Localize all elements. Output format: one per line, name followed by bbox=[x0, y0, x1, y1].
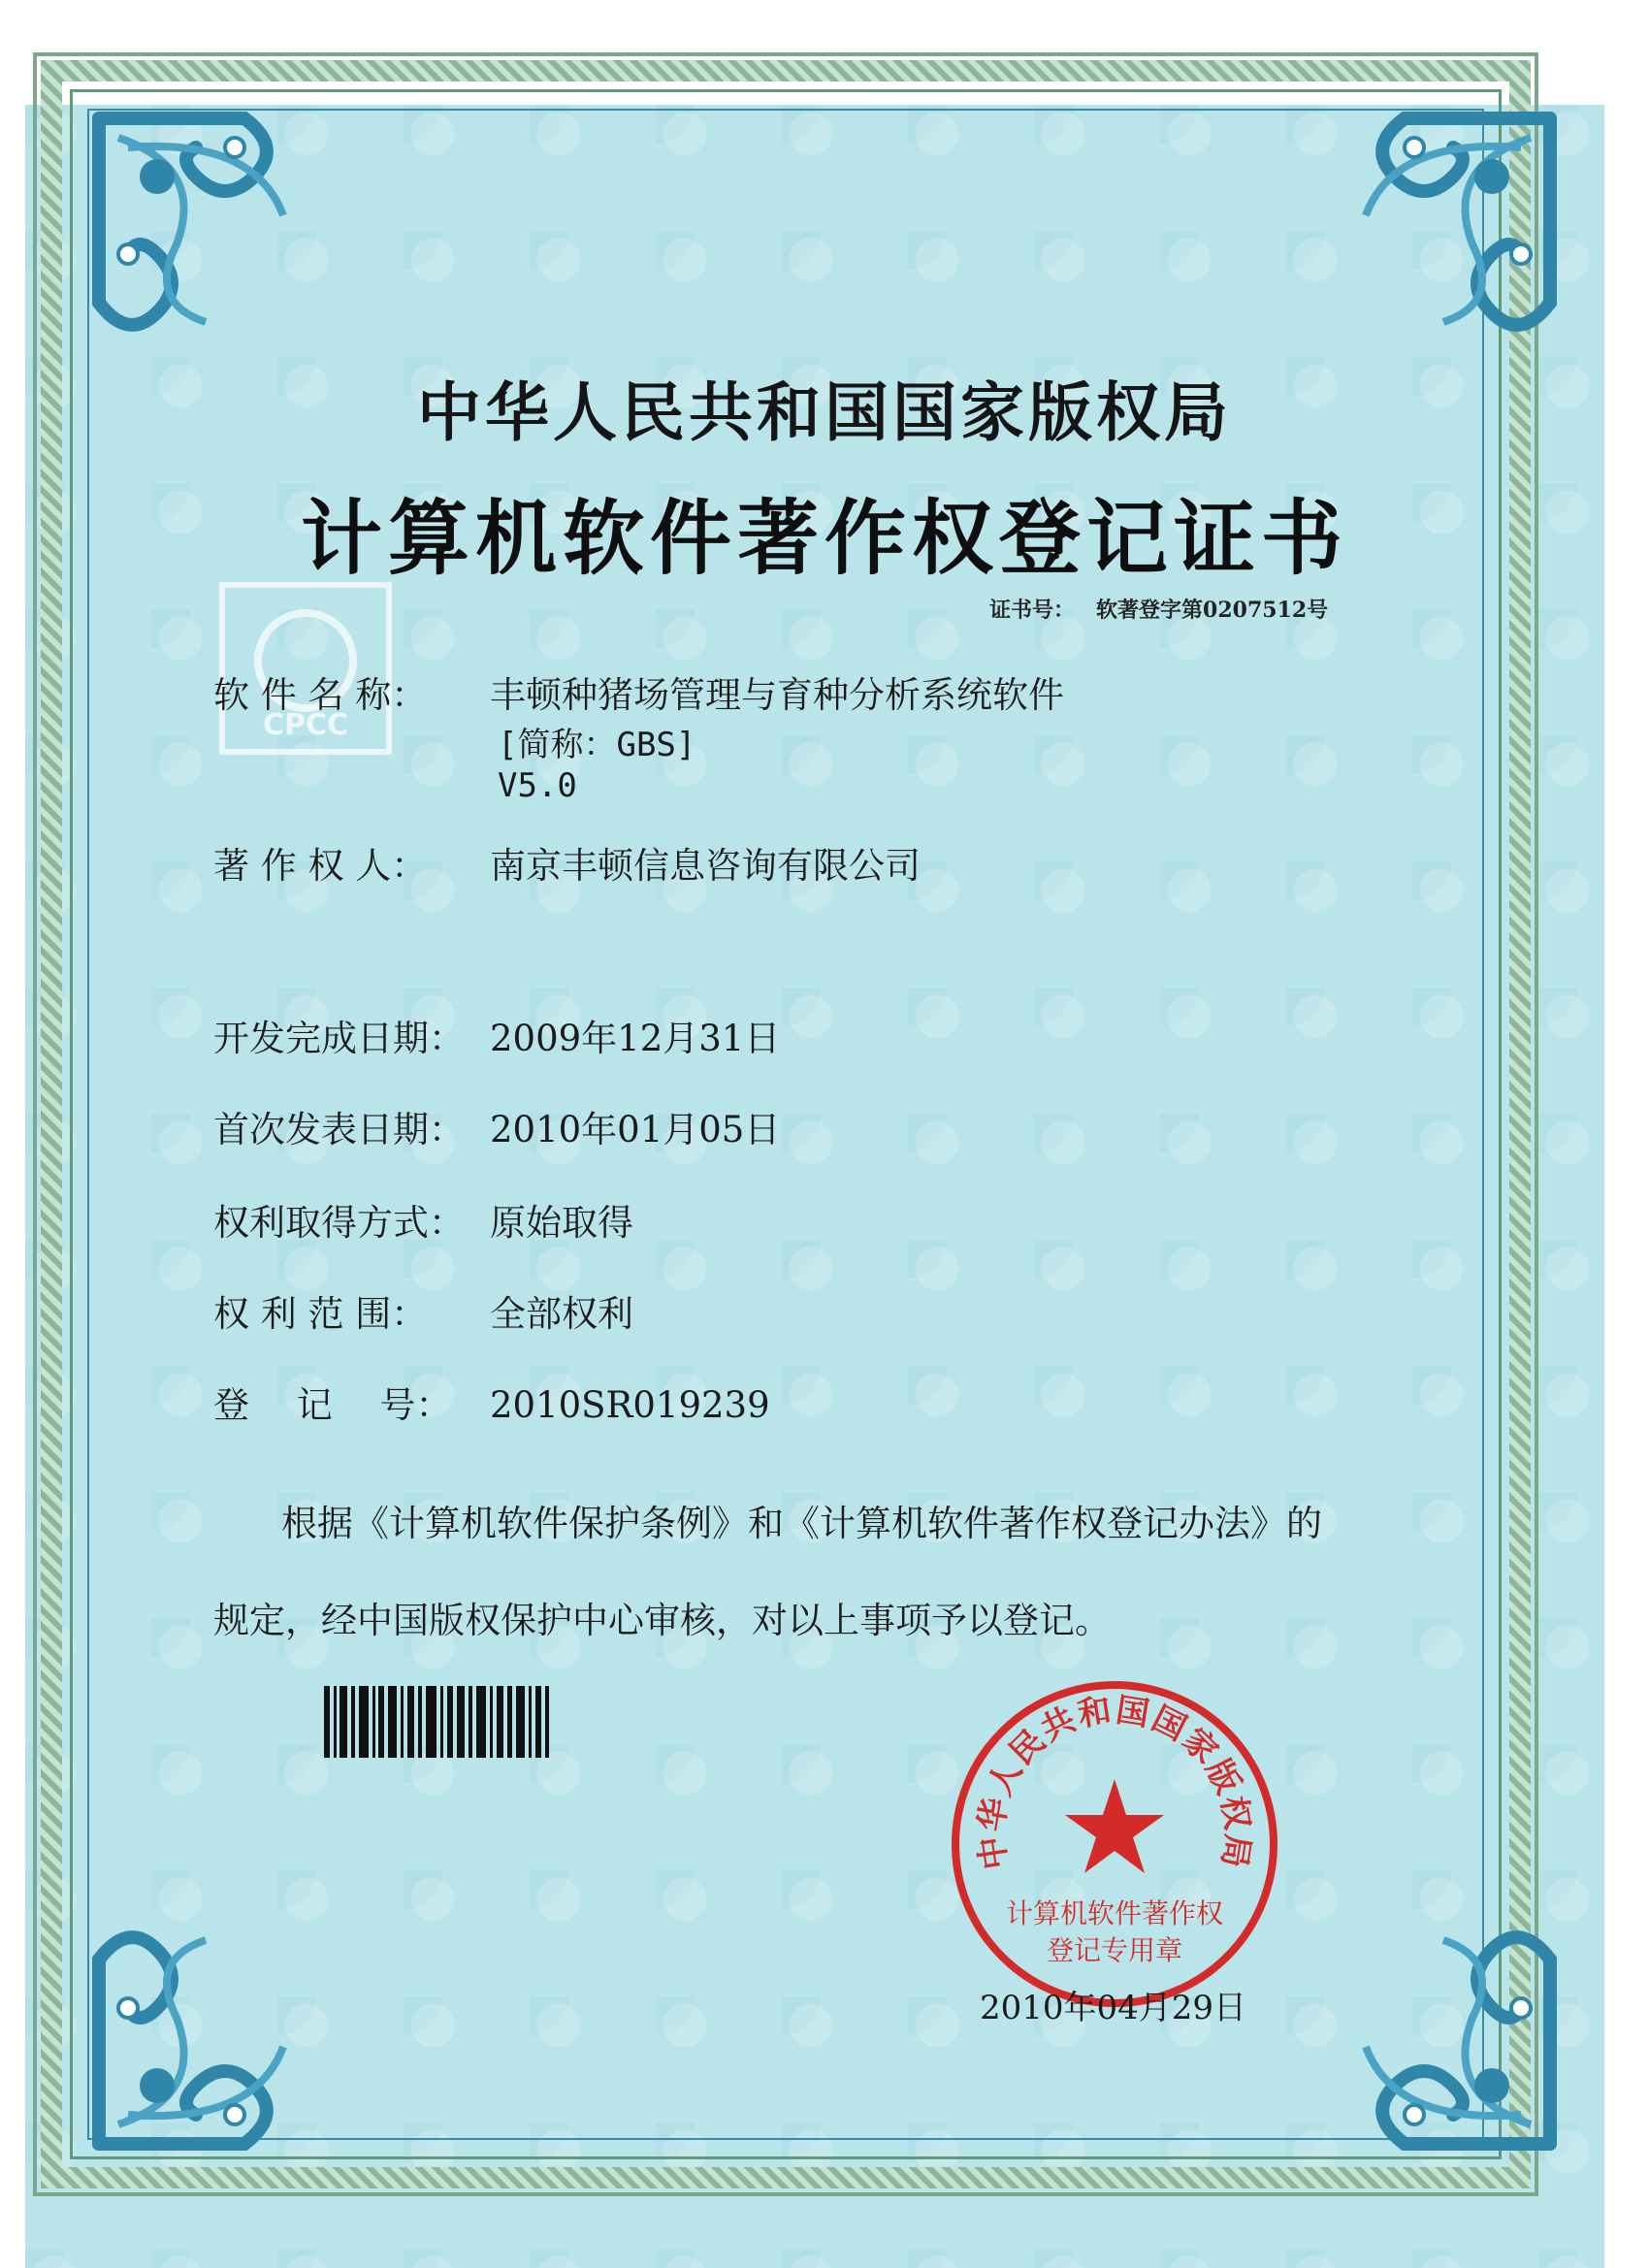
field-label: 软 件 名 称： bbox=[213, 674, 428, 716]
field-software-name bbox=[213, 665, 1064, 718]
field-label: 权 利 范 围： bbox=[213, 1293, 428, 1335]
field-value: 2010SR019239 bbox=[490, 1384, 770, 1426]
logo-text: CPCC bbox=[262, 708, 349, 742]
issuer-title: 中华人民共和国国家版权局 bbox=[417, 374, 1232, 450]
star-icon bbox=[1065, 1779, 1164, 1873]
certificate-number-label: 证书号： bbox=[989, 598, 1076, 623]
field-label: 登 记 号： bbox=[213, 1384, 452, 1426]
field-value: 2010年01月05日 bbox=[490, 1109, 781, 1150]
corner-ornament-bottom-left bbox=[89, 1882, 380, 2154]
barcode bbox=[324, 1686, 549, 1758]
field-scope bbox=[213, 1284, 633, 1337]
seal-line-1: 计算机软件著作权 bbox=[1005, 1897, 1224, 1929]
field-value: 丰顿种猪场管理与育种分析系统软件 bbox=[490, 674, 1064, 716]
statement-line-1: 根据《计算机软件保护条例》和《计算机软件著作权登记办法》的 bbox=[281, 1503, 1322, 1544]
field-value: 南京丰顿信息咨询有限公司 bbox=[490, 845, 921, 887]
certificate-title: 计算机软件著作权登记证书 bbox=[300, 490, 1348, 586]
corner-ornament-top-left bbox=[89, 109, 380, 380]
software-version: V5.0 bbox=[498, 766, 577, 805]
field-label: 首次发表日期： bbox=[213, 1109, 465, 1150]
corner-ornament-top-right bbox=[1269, 109, 1560, 380]
field-label: 开发完成日期： bbox=[213, 1018, 465, 1059]
field-first-publish-date bbox=[213, 1100, 780, 1152]
corner-ornament-bottom-right bbox=[1269, 1882, 1560, 2154]
statement-line-2: 规定，经中国版权保护中心审核，对以上事项予以登记。 bbox=[213, 1600, 1111, 1641]
field-value: 2009年12月31日 bbox=[490, 1018, 781, 1059]
field-value: 全部权利 bbox=[490, 1293, 633, 1335]
certificate-number-value: 软著登字第0207512号 bbox=[1096, 598, 1329, 623]
software-short-name: [简称：GBS] bbox=[498, 726, 696, 764]
field-value: 原始取得 bbox=[490, 1202, 633, 1244]
official-seal bbox=[949, 1678, 1280, 2010]
field-completion-date bbox=[213, 1009, 780, 1061]
issue-date: 2010年04月29日 bbox=[980, 1989, 1247, 2027]
certificate-number bbox=[989, 594, 1328, 624]
seal-ring-text: 中华人民共和国国家版权局 bbox=[971, 1690, 1258, 1872]
field-copyright-owner bbox=[213, 836, 921, 889]
field-label: 权利取得方式： bbox=[213, 1202, 465, 1244]
field-registration-number bbox=[213, 1376, 770, 1428]
field-acquisition-method bbox=[213, 1193, 633, 1246]
seal-line-2: 登记专用章 bbox=[1046, 1934, 1183, 1966]
field-label: 著 作 权 人： bbox=[213, 845, 428, 887]
